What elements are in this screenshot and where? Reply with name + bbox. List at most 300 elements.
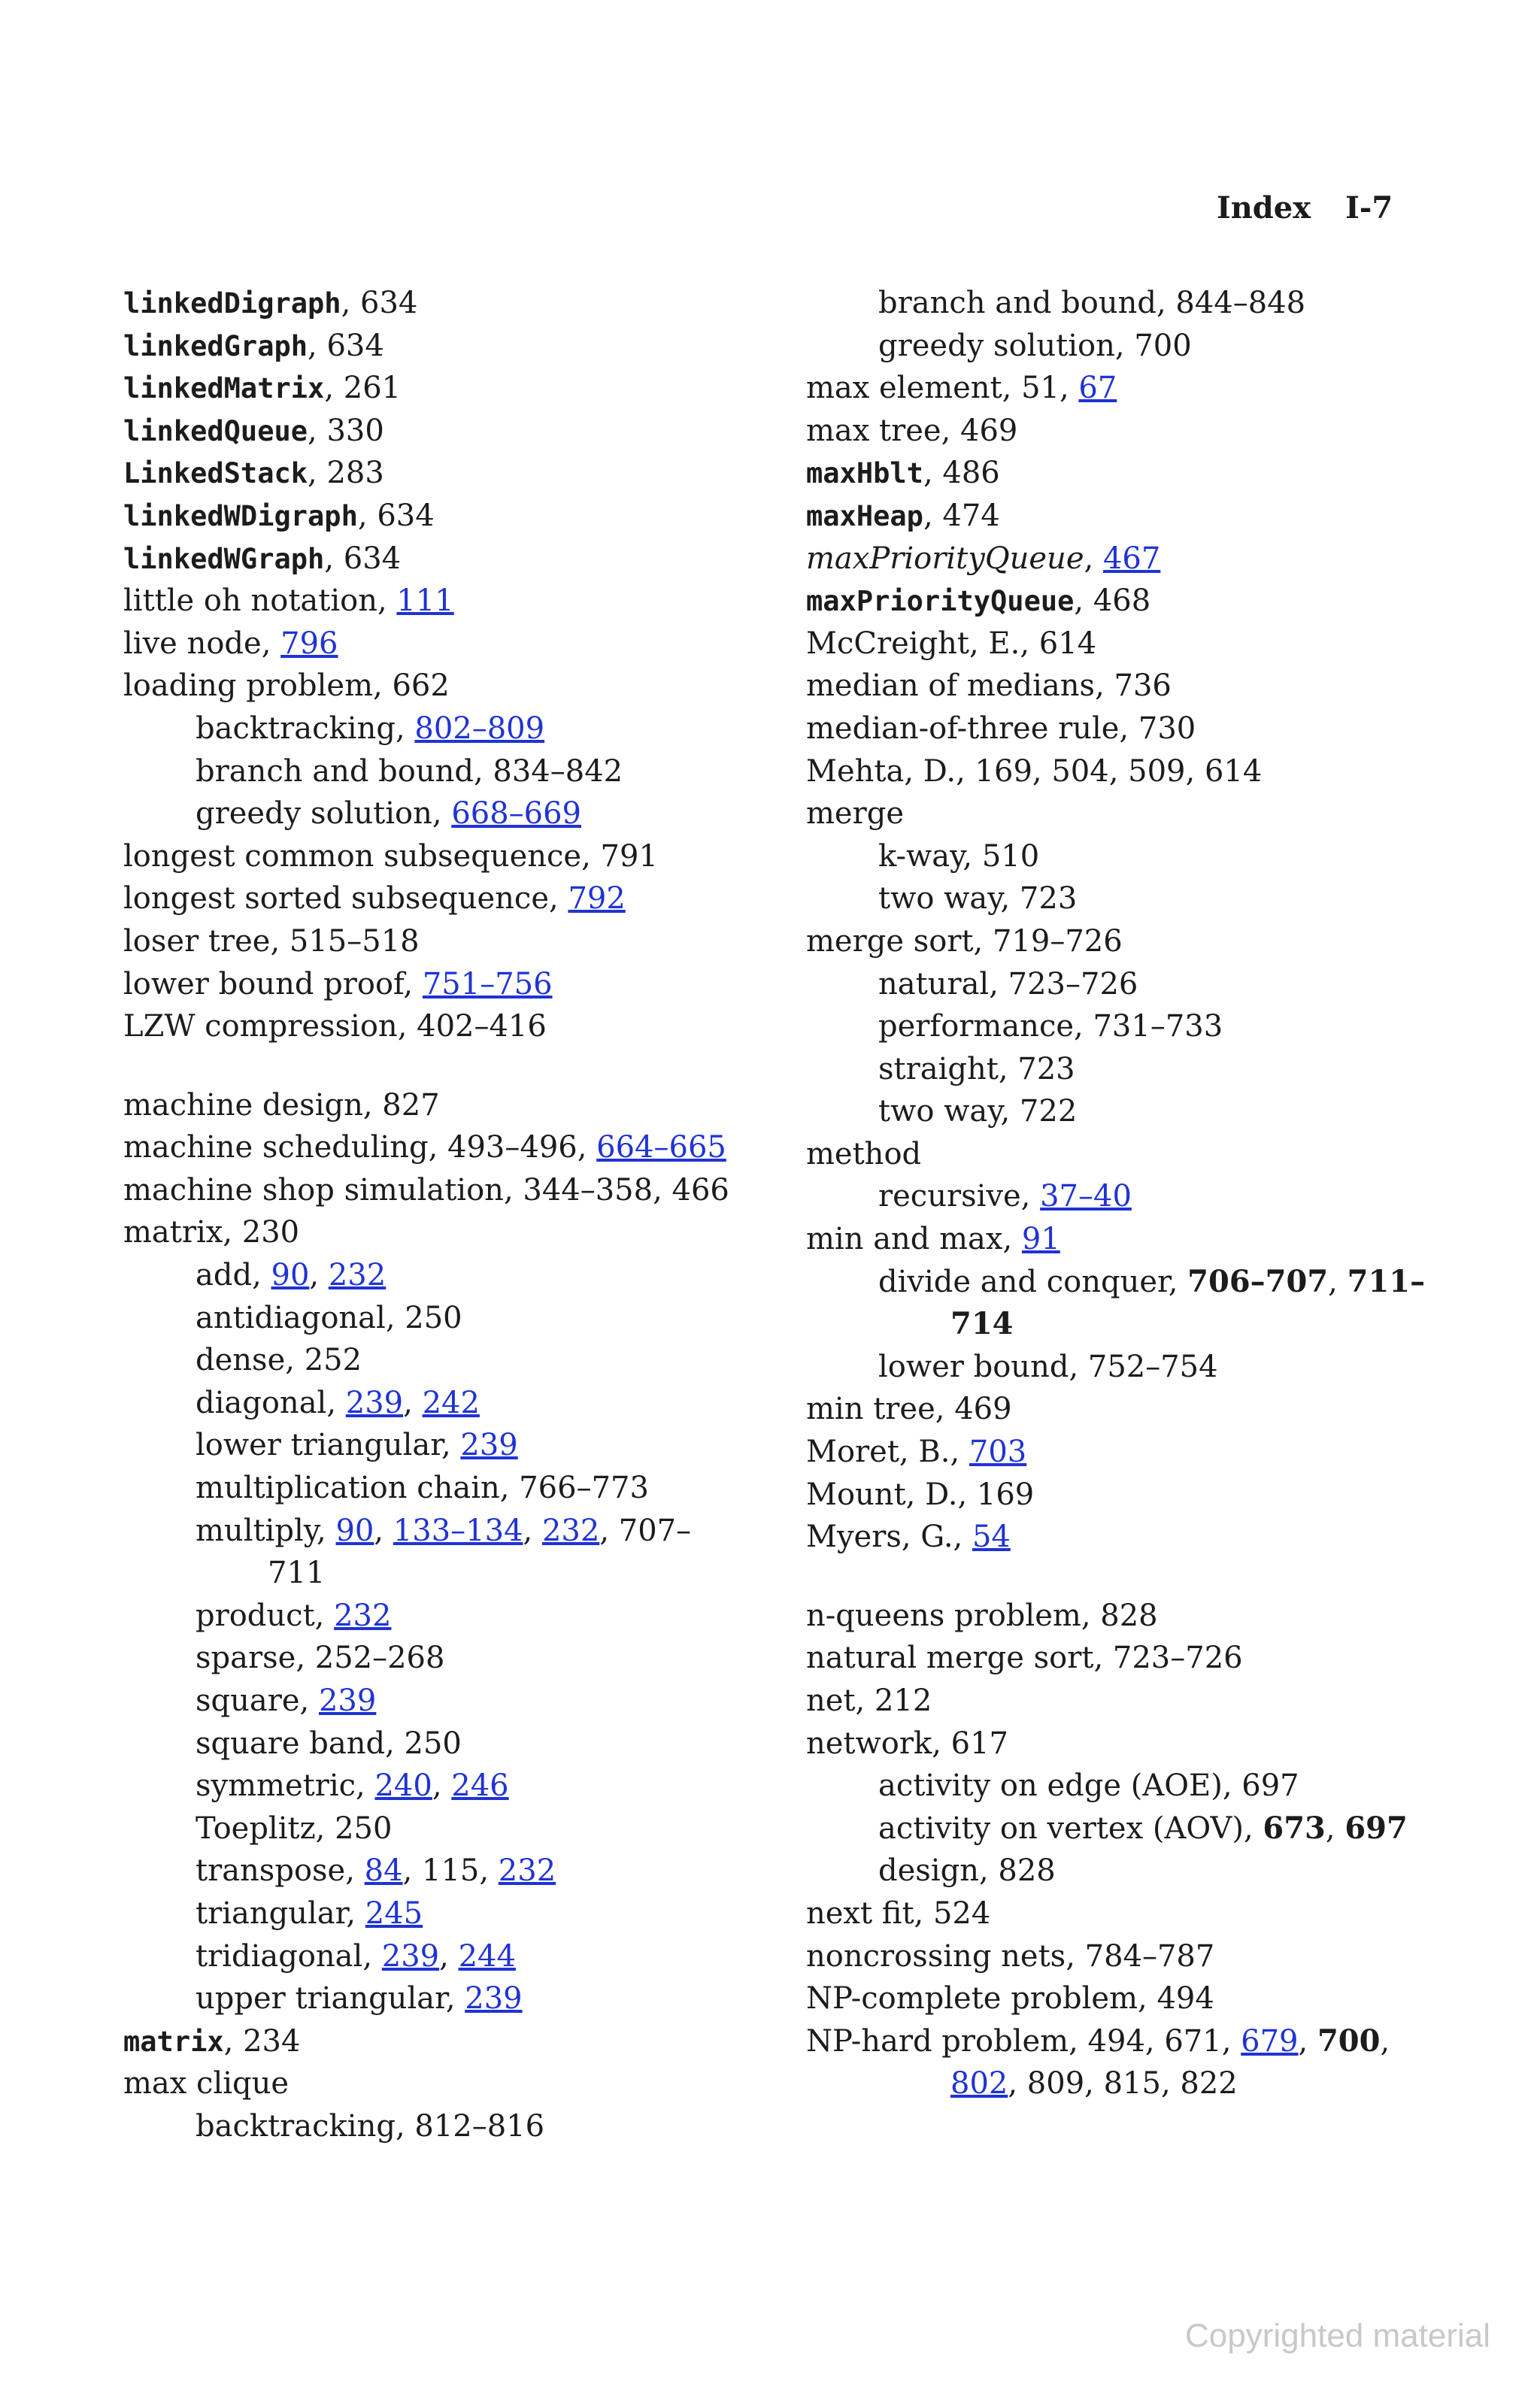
index-entry [806, 1892, 1483, 1935]
entry-term: maxPriorityQueue [806, 541, 1084, 576]
entry-term: little oh notation [123, 583, 377, 619]
page-ref: 662 [392, 668, 450, 704]
index-subentry [806, 1175, 1483, 1218]
index-entry [123, 1126, 755, 1169]
entry-term: machine design [123, 1087, 363, 1123]
page-ref: 711 [268, 1556, 326, 1591]
entry-term: diagonal [196, 1385, 327, 1420]
entry-term: loser tree [123, 923, 271, 959]
entry-term: max element [806, 371, 1002, 406]
entry-pages: , 751–756 [403, 966, 553, 1002]
index-subentry [806, 1850, 1483, 1892]
entry-term: min and max [806, 1222, 1003, 1257]
entry-pages: , 828 [978, 1853, 1056, 1889]
entry-pages: , 706–707, 711– [1168, 1263, 1426, 1299]
page-link[interactable]: 802 [950, 2066, 1008, 2102]
page-ref: 828 [998, 1853, 1056, 1889]
page-ref-bold: 697 [1344, 1810, 1408, 1846]
page-ref: 844–848 [1175, 286, 1306, 320]
entry-term: linkedQueue [123, 414, 308, 447]
page-ref: 722 [1019, 1094, 1078, 1129]
index-subentry [806, 877, 1483, 920]
index-entry [806, 495, 1483, 538]
entry-pages: , 261 [324, 371, 402, 406]
index-entry [806, 1935, 1483, 1978]
entry-term: min tree [806, 1392, 935, 1427]
entry-term: lower triangular [196, 1428, 441, 1463]
entry-term: performance [878, 1009, 1075, 1044]
entry-pages: , 330 [308, 413, 384, 448]
entry-term: matrix [123, 2025, 224, 2058]
page-ref: 812–816 [414, 2108, 545, 2144]
entry-term: median-of-three rule [806, 711, 1120, 746]
index-entry [123, 1169, 755, 1212]
index-subentry [123, 1424, 755, 1467]
running-header [1217, 182, 1393, 226]
entry-term: square [196, 1683, 300, 1718]
entry-term: two way [878, 1094, 1001, 1129]
page-ref: 250 [405, 1300, 462, 1335]
index-entry [123, 835, 755, 878]
page-ref: 344–358 [523, 1172, 653, 1208]
page-ref: 834–842 [493, 753, 623, 789]
entry-term: merge [806, 796, 904, 832]
entry-term: linkedMatrix [123, 372, 325, 405]
index-entry [806, 1474, 1483, 1517]
entry-term: machine shop simulation [123, 1172, 504, 1208]
entry-term: natural merge sort [806, 1641, 1094, 1676]
entry-pages: , 752–754 [1069, 1349, 1218, 1384]
index-entry [123, 665, 755, 708]
index-entry [123, 580, 755, 623]
entry-pages: , 250 [385, 1726, 462, 1761]
page-ref: 614 [1038, 626, 1097, 661]
page-ref: 700 [1134, 328, 1192, 363]
page-ref: 250 [404, 1726, 462, 1761]
entry-term: greedy solution [878, 328, 1115, 363]
page-link[interactable]: 240 [374, 1768, 432, 1804]
entry-pages: , 252–268 [296, 1641, 445, 1676]
index-entry [806, 410, 1483, 453]
entry-pages: , 828 [1081, 1598, 1158, 1633]
entry-term: loading problem [123, 668, 374, 704]
entry-pages: , 791 [581, 838, 658, 874]
index-subentry [123, 1382, 755, 1425]
page-ref: 252 [304, 1343, 362, 1378]
page-link[interactable]: 703 [969, 1435, 1027, 1470]
page-ref: 510 [981, 838, 1040, 874]
index-entry [806, 538, 1483, 580]
index-subentry [123, 1808, 755, 1850]
entry-pages: , 634 [324, 541, 402, 576]
index-entry [806, 580, 1483, 623]
entry-term: Myers, G. [806, 1520, 953, 1555]
entry-pages: , 468 [1074, 583, 1151, 619]
page-link[interactable]: 232 [328, 1258, 387, 1293]
entry-term: net [806, 1683, 856, 1718]
entry-pages: , 494 [1138, 1981, 1214, 2017]
page-ref: 634 [377, 498, 435, 533]
entry-pages: , 111 [377, 583, 454, 619]
entry-term: LZW compression [123, 1009, 398, 1044]
copyright-watermark: Copyrighted material [1185, 2317, 1490, 2354]
page-ref: 707– [618, 1513, 692, 1548]
entry-term: greedy solution [196, 796, 432, 832]
entry-term: linkedGraph [123, 329, 308, 362]
page-link[interactable]: 239 [345, 1385, 404, 1420]
entry-term: max tree [806, 413, 941, 448]
index-entry [806, 750, 1483, 793]
index-entry [806, 1723, 1483, 1765]
page-ref: 486 [942, 456, 1000, 491]
entry-pages: , 493–496, 664–665 [428, 1130, 726, 1165]
entry-term: longest common subsequence [123, 838, 582, 874]
page-link[interactable]: 91 [1021, 1222, 1060, 1257]
index-entry [806, 920, 1483, 963]
entry-term: maxHblt [806, 457, 923, 490]
page-ref: 723 [1017, 1051, 1075, 1086]
page-ref: 719–726 [992, 923, 1123, 959]
entry-pages: , 723 [1000, 881, 1078, 917]
page-ref-bold: 706–707 [1187, 1263, 1329, 1299]
index-entry [123, 963, 755, 1006]
index-subentry [123, 1637, 755, 1680]
page-ref: 283 [326, 456, 384, 491]
entry-pages: , 634 [341, 286, 418, 320]
index-subentry [123, 792, 755, 835]
index-column-right [806, 282, 1483, 2105]
entry-pages: , 697 [1222, 1768, 1299, 1804]
entry-term: linkedDigraph [123, 287, 341, 320]
entry-pages: , 796 [261, 626, 338, 661]
entry-pages: , 84, 115, 232 [345, 1853, 556, 1889]
page-ref: 466 [671, 1172, 729, 1208]
page-link[interactable]: 133–134 [393, 1513, 523, 1548]
entry-pages: , 283 [308, 456, 384, 491]
page-ref: 731–733 [1093, 1009, 1223, 1044]
entry-pages: , 212 [855, 1683, 932, 1718]
entry-term: divide and conquer [878, 1264, 1169, 1299]
entry-pages: , 474 [923, 498, 1000, 533]
entry-term: backtracking [196, 711, 396, 746]
index-subentry [806, 325, 1483, 368]
page-ref: 509 [1128, 753, 1186, 789]
entry-term: dense [196, 1343, 286, 1378]
page-ref: 494 [1157, 1981, 1214, 2017]
section-gap [806, 1559, 1483, 1595]
index-subentry [123, 1680, 755, 1723]
page-link[interactable]: 232 [541, 1513, 600, 1548]
page-ref: 714 [950, 1306, 1014, 1342]
page-link[interactable]: 664–665 [596, 1130, 726, 1165]
entry-term: n-queens problem [806, 1598, 1081, 1633]
entry-pages: , 515–518 [270, 923, 420, 959]
entry-term: maxHeap [806, 499, 923, 532]
page-link[interactable]: 467 [1102, 541, 1161, 576]
entry-pages: , 239, 242 [326, 1385, 480, 1420]
entry-pages: , 91 [1002, 1222, 1060, 1257]
index-subentry [806, 963, 1483, 1006]
page-ref: 828 [1100, 1598, 1158, 1633]
index-subentry [123, 1977, 755, 2020]
entry-continuation [196, 1552, 755, 1595]
page-ref: 784–787 [1084, 1938, 1215, 1974]
page-link[interactable]: 668–669 [451, 796, 582, 832]
index-entry [123, 452, 755, 495]
page-ref: 51 [1021, 371, 1060, 406]
page-ref: 723–726 [1008, 966, 1138, 1002]
entry-pages: , 827 [362, 1087, 440, 1123]
entry-pages: , 723–726 [989, 966, 1138, 1002]
page-ref: 827 [382, 1087, 440, 1123]
page-link[interactable]: 242 [422, 1385, 480, 1420]
index-entry [123, 1211, 755, 1254]
entry-continuation [878, 1303, 1483, 1346]
entry-pages: , 230 [223, 1215, 300, 1250]
index-entry [806, 1218, 1483, 1261]
index-subentry [123, 1765, 755, 1808]
page-link[interactable]: 37–40 [1040, 1179, 1132, 1214]
page-ref: 493–496 [447, 1130, 578, 1165]
entry-pages: , 54 [953, 1520, 1011, 1555]
page-ref: 752–754 [1087, 1349, 1218, 1384]
entry-pages: , 634 [308, 328, 384, 363]
entry-pages: , 723–726 [1093, 1641, 1243, 1676]
page-link[interactable]: 232 [498, 1853, 556, 1889]
entry-pages: , 240, 246 [356, 1768, 509, 1804]
page-ref: 402–416 [417, 1009, 547, 1044]
page-ref: 469 [960, 413, 1018, 448]
page-ref: 791 [600, 838, 658, 874]
index-entry [123, 495, 755, 538]
entry-pages: , 812–816 [395, 2108, 545, 2144]
entry-pages: , 344–358, 466 [503, 1172, 729, 1208]
page-ref: 617 [950, 1726, 1008, 1761]
entry-pages: , 90, 133–134, 232, 707– [317, 1513, 692, 1548]
index-subentry [123, 1850, 755, 1892]
page-ref: 468 [1093, 583, 1151, 619]
index-subentry [123, 1723, 755, 1765]
index-entry [806, 1977, 1483, 2020]
page-ref: 252–268 [314, 1641, 445, 1676]
page-ref: 212 [874, 1683, 932, 1718]
entry-pages: , 617 [932, 1726, 1008, 1761]
page-ref: 634 [343, 541, 402, 576]
page-link[interactable]: 244 [458, 1938, 516, 1974]
entry-term: Mehta, D. [806, 753, 956, 789]
entry-pages: , 673, 697 [1243, 1810, 1408, 1846]
index-subentry [123, 1467, 755, 1510]
index-entry [806, 1595, 1483, 1638]
index-subentry [123, 1254, 755, 1297]
page-ref: 809 [1026, 2066, 1085, 2102]
index-subentry [123, 750, 755, 793]
index-entry [806, 792, 1483, 835]
section-gap [123, 1048, 755, 1084]
entry-pages: , 486 [923, 456, 1000, 491]
page-ref-bold: 700 [1317, 2023, 1381, 2059]
index-entry [806, 1133, 1483, 1176]
entry-pages: , 792 [549, 881, 626, 917]
page-link[interactable]: 84 [364, 1853, 403, 1889]
entry-pages: , 469 [941, 413, 1018, 448]
page-ref: 169 [975, 753, 1032, 789]
page-ref: 671 [1164, 2023, 1222, 2059]
index-entry [806, 452, 1483, 495]
entry-term: linkedWGraph [123, 542, 325, 575]
entry-term: backtracking [196, 2108, 396, 2144]
index-entry [123, 877, 755, 920]
page-ref: 736 [1114, 668, 1172, 704]
entry-pages: , 784–787 [1066, 1938, 1215, 1974]
page-link[interactable]: 679 [1241, 2023, 1299, 2059]
entry-term: transpose [196, 1853, 346, 1889]
page-link[interactable]: 239 [465, 1981, 523, 2017]
entry-term: add [196, 1258, 253, 1293]
page-link[interactable]: 90 [335, 1513, 374, 1548]
entry-term: median of medians [806, 668, 1096, 704]
entry-term: branch and bound [196, 753, 474, 789]
entry-term: tridiagonal [196, 1938, 363, 1974]
index-entry [806, 1431, 1483, 1474]
index-subentry [123, 1297, 755, 1340]
entry-pages: , 731–733 [1074, 1009, 1223, 1044]
entry-term: product [196, 1598, 315, 1633]
entry-pages: , 239, 244 [362, 1938, 516, 1974]
entry-term: upper triangular [196, 1981, 446, 2017]
index-subentry [806, 1005, 1483, 1048]
page-link[interactable]: 246 [451, 1768, 509, 1804]
entry-pages: , 51, 67 [1002, 371, 1117, 406]
entry-pages: , 402–416 [397, 1009, 547, 1044]
entry-pages: , 723 [998, 1051, 1075, 1086]
entry-pages: , 169, 504, 509, 614 [956, 753, 1263, 789]
index-entry [806, 623, 1483, 665]
page-ref: 115 [422, 1853, 480, 1889]
page-ref: 250 [335, 1811, 393, 1846]
index-entry [123, 1005, 755, 1048]
page-ref: 474 [942, 498, 1000, 533]
page-link[interactable]: 802–809 [414, 711, 545, 746]
entry-pages: , 524 [914, 1896, 991, 1931]
entry-term: activity on edge (AOE) [878, 1768, 1223, 1804]
index-subentry [123, 1892, 755, 1935]
page-link[interactable]: 239 [318, 1683, 377, 1718]
entry-term: symmetric [196, 1768, 356, 1804]
entry-term: sparse [196, 1641, 296, 1676]
entry-term: antidiagonal [196, 1300, 386, 1335]
page-link[interactable]: 751–756 [422, 966, 553, 1002]
entry-term: recursive [878, 1179, 1021, 1214]
page-ref: 261 [343, 371, 402, 406]
index-column-left [123, 282, 755, 2148]
header-section: Index [1217, 190, 1311, 226]
entry-pages: , 494, 671, 679, 700, [1069, 2023, 1390, 2059]
index-entry [123, 367, 755, 410]
index-subentry [123, 708, 755, 750]
index-entry [806, 1516, 1483, 1559]
page-link[interactable]: 111 [396, 583, 454, 619]
page-link[interactable]: 90 [271, 1258, 310, 1293]
page-ref-bold: 711– [1347, 1263, 1426, 1299]
entry-term: maxPriorityQueue [806, 585, 1075, 618]
index-subentry [806, 1261, 1483, 1346]
index-entry [123, 623, 755, 665]
entry-term: LinkedStack [123, 457, 308, 490]
entry-term: design [878, 1853, 979, 1889]
page-link[interactable]: 792 [568, 881, 626, 917]
entry-pages: , 169 [957, 1477, 1035, 1512]
entry-pages: , 232 [314, 1598, 392, 1633]
page-ref: 524 [932, 1896, 991, 1931]
entry-term: next fit [806, 1896, 914, 1931]
page-link[interactable]: 54 [972, 1520, 1011, 1555]
page-ref: 230 [241, 1215, 300, 1250]
entry-pages: , 614 [1020, 626, 1097, 661]
entry-term: longest sorted subsequence [123, 881, 549, 917]
page-link[interactable]: 245 [365, 1896, 423, 1931]
entry-term: activity on vertex (AOV) [878, 1811, 1244, 1846]
entry-term: Mount, D. [806, 1477, 958, 1512]
entry-pages: , 90, 232 [252, 1258, 387, 1293]
page-ref-bold: 673 [1263, 1810, 1326, 1846]
index-subentry [806, 1090, 1483, 1133]
entry-pages: , 239 [445, 1981, 523, 2017]
entry-term: Toeplitz [196, 1811, 316, 1846]
entry-term: live node [123, 626, 262, 661]
index-entry [123, 410, 755, 453]
entry-pages: , 245 [346, 1896, 423, 1931]
page-link[interactable]: 796 [280, 626, 338, 661]
index-subentry [123, 1339, 755, 1382]
entry-pages: , 703 [950, 1435, 1027, 1470]
index-entry [806, 2020, 1483, 2105]
index-entry [806, 1680, 1483, 1723]
entry-pages: , 634 [357, 498, 435, 533]
entry-pages: , 510 [962, 838, 1040, 874]
entry-pages: , 766–773 [499, 1471, 649, 1506]
entry-term: multiply [196, 1513, 317, 1548]
page-link[interactable]: 239 [460, 1428, 518, 1463]
entry-term: triangular [196, 1896, 347, 1931]
index-subentry [806, 1808, 1483, 1850]
page-ref: 723 [1019, 881, 1078, 917]
entry-pages: , 736 [1095, 668, 1172, 704]
entry-pages: , 834–842 [473, 753, 623, 789]
index-subentry [806, 835, 1483, 878]
entry-pages: , 250 [315, 1811, 393, 1846]
entry-pages: , 250 [385, 1300, 462, 1335]
index-entry [123, 325, 755, 368]
page-link[interactable]: 67 [1078, 371, 1117, 406]
page-ref: 730 [1138, 711, 1196, 746]
index-entry [123, 538, 755, 580]
entry-pages: , 467 [1084, 541, 1161, 576]
index-entry [806, 1388, 1483, 1431]
page-link[interactable]: 232 [334, 1598, 392, 1633]
page-ref: 634 [326, 328, 384, 363]
page-ref: 815 [1103, 2066, 1161, 2102]
page-ref: 822 [1180, 2066, 1238, 2102]
index-subentry [806, 1765, 1483, 1808]
entry-pages: , 469 [935, 1392, 1012, 1427]
entry-pages: , 234 [223, 2023, 301, 2059]
entry-pages: , 722 [1000, 1094, 1078, 1129]
index-subentry [806, 282, 1483, 325]
page-link[interactable]: 239 [381, 1938, 440, 1974]
entry-term: Moret, B. [806, 1435, 950, 1470]
entry-term: linkedWDigraph [123, 499, 358, 532]
